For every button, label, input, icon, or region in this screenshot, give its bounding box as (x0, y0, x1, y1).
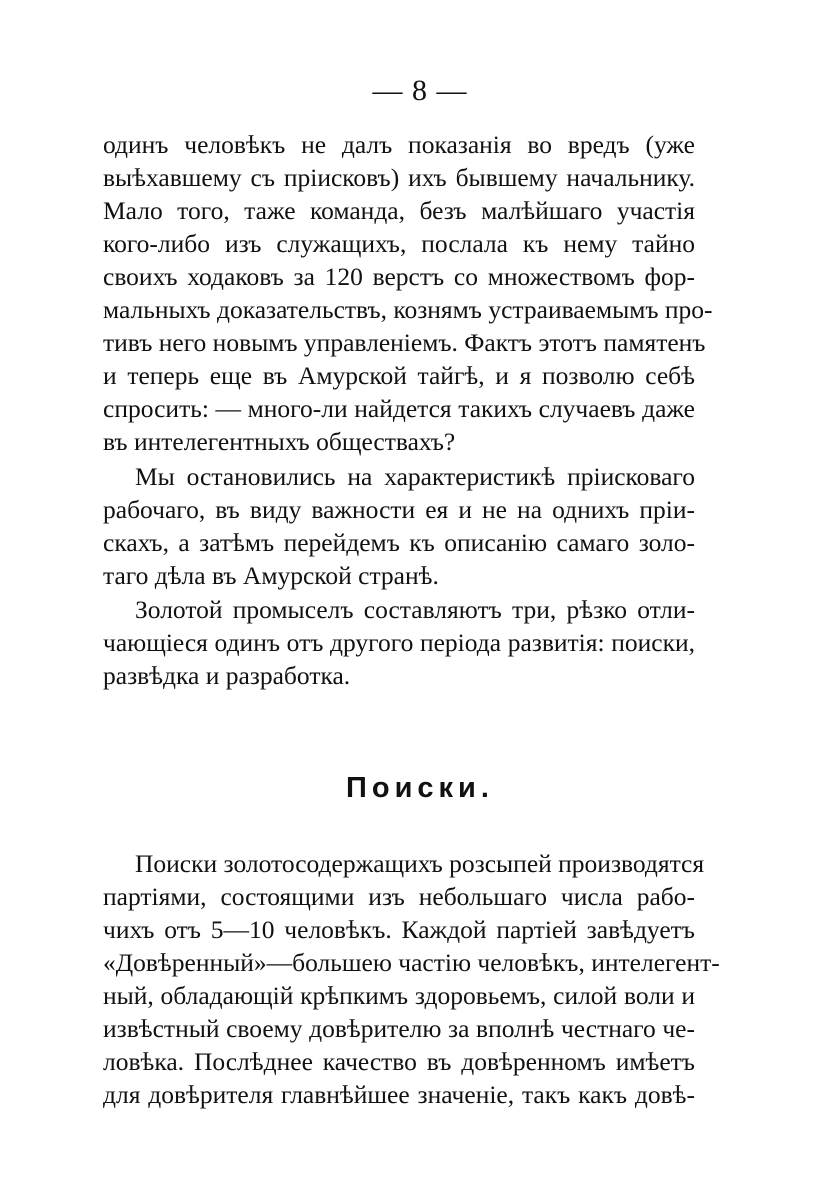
text-line: одинъ человѣкъ не далъ показанія во вредъ (уже (103, 130, 695, 159)
text-line: своихъ ходаковъ за 120 верстъ со множествомъ фор- (103, 262, 695, 291)
text-line: выѣхавшему съ пріисковъ) ихъ бывшему начальнику. (103, 163, 695, 192)
text-line: развѣдка и разработка. (103, 661, 351, 690)
text-line: извѣстный своему довѣрителю за вполнѣ честнаго че- (103, 1014, 695, 1043)
text-line: для довѣрителя главнѣйшее значеніе, такъ какъ довѣ- (103, 1080, 695, 1109)
text-line: въ интелегентныхъ обществахъ? (103, 427, 456, 456)
text-line: ловѣка. Послѣднее качество въ довѣренномъ имѣетъ (103, 1047, 695, 1076)
text-line: таго дѣла въ Амурской странѣ. (103, 561, 439, 590)
text-line: тивъ него новымъ управленіемъ. Фактъ этотъ памятенъ (103, 328, 706, 357)
text-line: скахъ, а затѣмъ перейдемъ къ описанію самаго золо- (103, 528, 695, 557)
text-line: Поиски золотосодержащихъ розсыпей производятся (135, 849, 705, 878)
text-line: мальныхъ доказательствъ, кознямъ устраиваемымъ про- (103, 295, 713, 324)
page-number: — 8 — (372, 74, 468, 107)
text-line: спросить: — много-ли найдется такихъ случаевъ даже (103, 394, 695, 423)
section-heading: Поиски. (346, 772, 494, 804)
text-line: ный, обладающій крѣпкимъ здоровьемъ, силой воли и (103, 981, 695, 1010)
text-line: Мало того, таже команда, безъ малѣйшаго участія (103, 196, 695, 225)
text-line: Мы остановились на характеристикѣ пріисковаго (135, 462, 695, 491)
text-line: чающіеся одинъ отъ другого періода развитія: поиски, (103, 628, 695, 657)
text-line: и теперь еще въ Амурской тайгѣ, и я позволю себѣ (103, 361, 695, 390)
text-line: рабочаго, въ виду важности ея и не на однихъ пріи- (103, 495, 695, 524)
text-line: кого-либо изъ служащихъ, послала къ нему тайно (103, 229, 695, 258)
text-line: партіями, состоящими изъ небольшаго числа рабо- (103, 882, 695, 911)
text-line: чихъ отъ 5—10 человѣкъ. Каждой партіей завѣдуетъ (103, 915, 695, 944)
text-line: «Довѣренный»—большею частію человѣкъ, интелегент- (103, 948, 720, 977)
text-line: Золотой промыселъ составляютъ три, рѣзко отли- (135, 595, 695, 624)
